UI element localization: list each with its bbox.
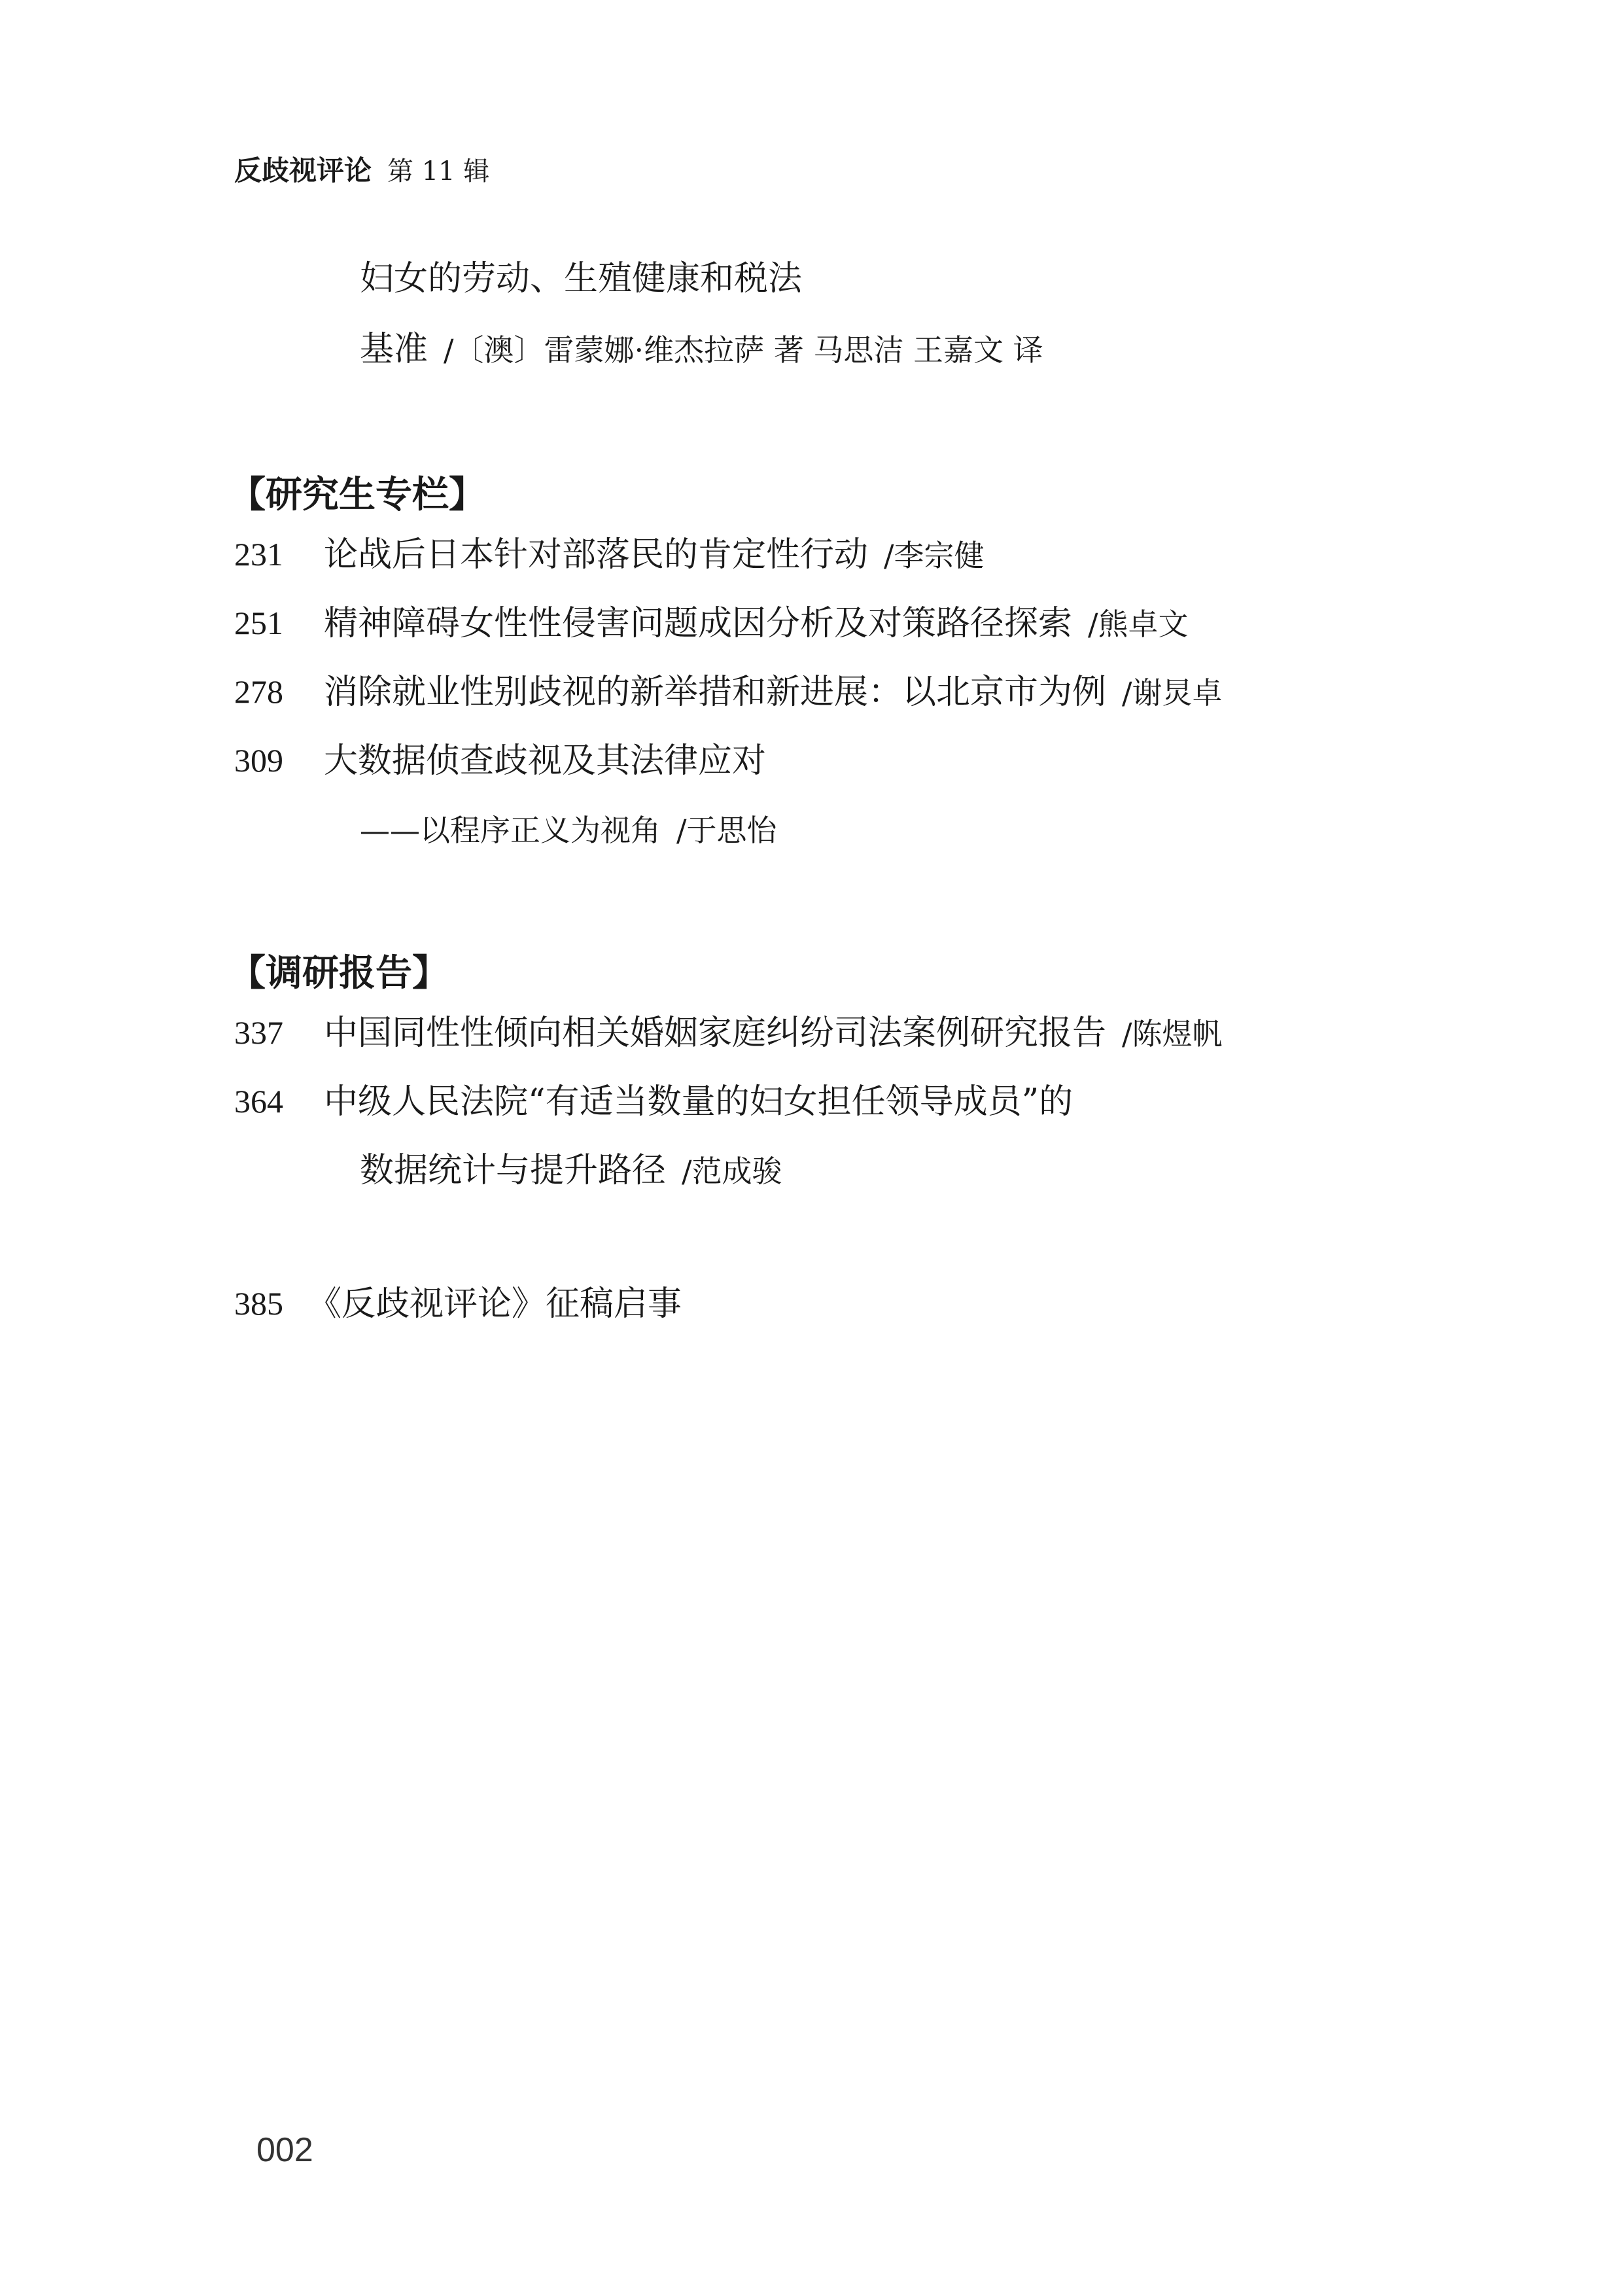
entry-author: /李宗健 — [884, 538, 985, 573]
entry-title: 《反歧视评论》征稿启事 — [307, 1284, 682, 1324]
intro-entry-byline-row — [360, 330, 1050, 369]
entry-page-number: 251 — [234, 605, 283, 641]
entry-author: /范成骏 — [682, 1154, 782, 1189]
entry-continuation-row — [360, 1151, 789, 1190]
entry-title-row — [324, 1014, 1229, 1053]
issue-number: 第 11 辑 — [387, 156, 490, 186]
entry-subtitle: ——以程序正义为视角 — [360, 813, 661, 848]
entry-author: /谢炅卓 — [1122, 675, 1223, 711]
section-heading-research-reports: 【调研报告】 — [229, 952, 449, 995]
entry-page-number: 231 — [234, 536, 283, 573]
entry-title: 消除就业性别歧视的新举措和新进展：以北京市为例 — [324, 673, 1107, 712]
entry-title: 中级人民法院“有适当数量的妇女担任领导成员”的 — [324, 1082, 1073, 1122]
entry-page-number: 385 — [234, 1285, 283, 1322]
entry-title-row — [324, 673, 1229, 712]
intro-entry-subtitle: 基准 — [360, 330, 428, 369]
entry-author: /于思怡 — [676, 813, 777, 848]
entry-continuation-row — [360, 813, 784, 847]
intro-entry-byline: /〔澳〕雷蒙娜·维杰拉萨 著 马思洁 王嘉文 译 — [444, 332, 1043, 368]
entry-author: /熊卓文 — [1088, 607, 1189, 642]
entry-page-number: 309 — [234, 742, 283, 779]
entry-page-number: 278 — [234, 673, 283, 710]
entry-author: /陈煜帆 — [1122, 1016, 1223, 1051]
section-heading-graduate-column: 【研究生专栏】 — [229, 474, 485, 516]
journal-title: 反歧视评论 — [234, 154, 372, 186]
entry-title: 精神障碍女性性侵害问题成因分析及对策路径探索 — [324, 604, 1073, 643]
entry-page-number: 364 — [234, 1083, 283, 1120]
page-number: 002 — [256, 2131, 313, 2169]
entry-title-row — [324, 604, 1195, 643]
intro-entry-title: 妇女的劳动、生殖健康和税法 — [360, 259, 803, 298]
entry-title-continuation: 数据统计与提升路径 — [360, 1151, 667, 1190]
entry-page-number: 337 — [234, 1014, 283, 1051]
running-header — [234, 149, 489, 188]
entry-title-row — [324, 535, 991, 574]
entry-title: 论战后日本针对部落民的肯定性行动 — [324, 535, 869, 574]
entry-title: 大数据侦查歧视及其法律应对 — [324, 741, 767, 781]
entry-title: 中国同性性倾向相关婚姻家庭纠纷司法案例研究报告 — [324, 1014, 1107, 1053]
